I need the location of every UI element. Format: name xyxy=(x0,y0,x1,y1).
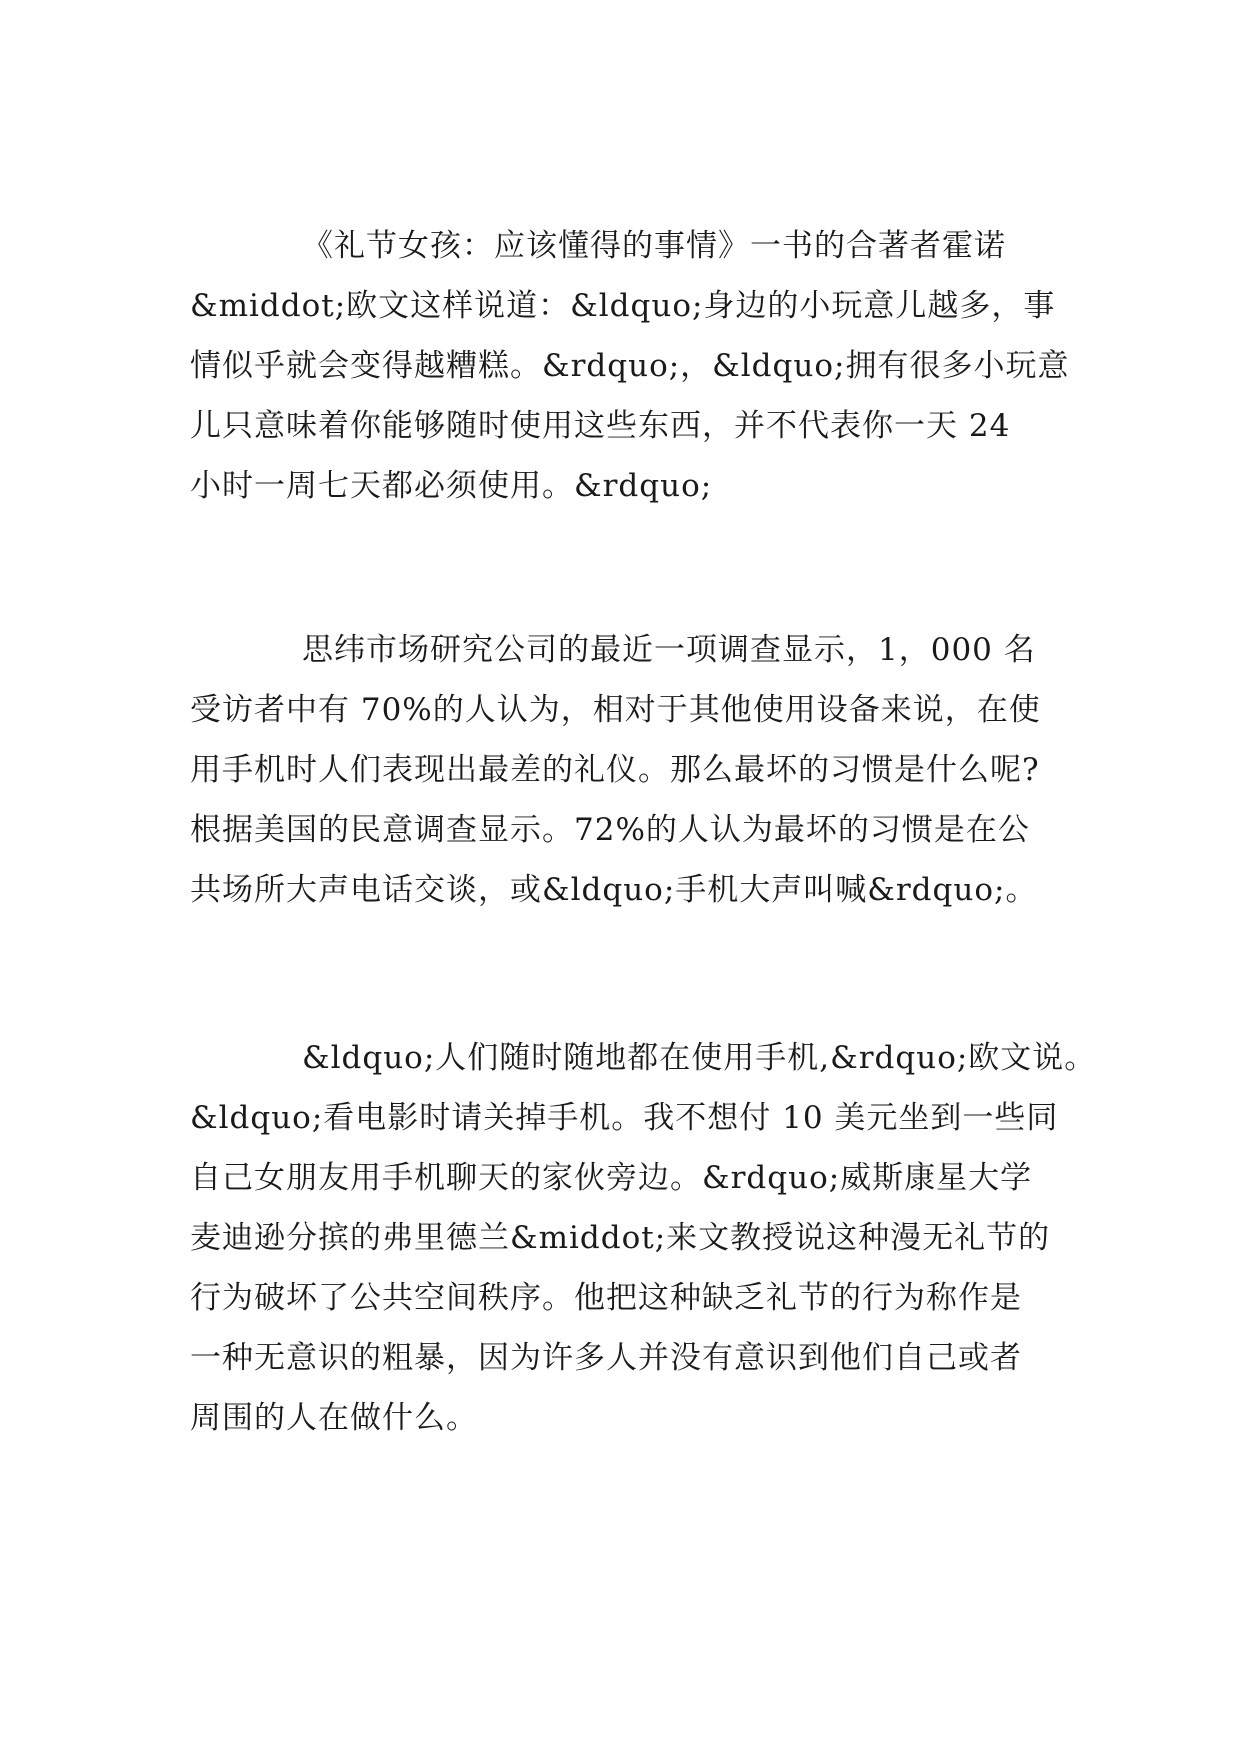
paragraph-line: 思纬市场研究公司的最近一项调查显示，1，000 名 xyxy=(302,632,1036,668)
paragraph-line: 用手机时人们表现出最差的礼仪。那么最坏的习惯是什么呢? xyxy=(190,752,1040,788)
paragraph-line: 共场所大声电话交谈，或&ldquo;手机大声叫喊&rdquo;。 xyxy=(190,872,1038,908)
paragraph-line: &ldquo;人们随时随地都在使用手机,&rdquo;欧文说。 xyxy=(302,1040,1097,1076)
paragraph-line: &ldquo;看电影时请关掉手机。我不想付 10 美元坐到一些同 xyxy=(190,1100,1059,1136)
paragraph-line: 根据美国的民意调查显示。72%的人认为最坏的习惯是在公 xyxy=(190,812,1030,848)
paragraph-line: 自己女朋友用手机聊天的家伙旁边。&rdquo;威斯康星大学 xyxy=(190,1160,1033,1196)
paragraph-line: 小时一周七天都必须使用。&rdquo; xyxy=(190,468,713,504)
paragraph-line: 一种无意识的粗暴，因为许多人并没有意识到他们自己或者 xyxy=(190,1340,1022,1376)
paragraph-2 xyxy=(190,620,1070,920)
paragraph-line: 周围的人在做什么。 xyxy=(190,1400,478,1436)
paragraph-line: 麦迪逊分摈的弗里德兰&middot;来文教授说这种漫无礼节的 xyxy=(190,1220,1051,1256)
paragraph-line: 情似乎就会变得越糟糕。&rdquo;，&ldquo;拥有很多小玩意 xyxy=(190,348,1070,384)
paragraph-3 xyxy=(190,1028,1097,1448)
paragraph-1 xyxy=(190,216,1070,516)
paragraph-line: 行为破坏了公共空间秩序。他把这种缺乏礼节的行为称作是 xyxy=(190,1280,1022,1316)
paragraph-line: 儿只意味着你能够随时使用这些东西，并不代表你一天 24 xyxy=(190,408,1011,444)
paragraph-line: 受访者中有 70%的人认为，相对于其他使用设备来说，在使 xyxy=(190,692,1041,728)
paragraph-line: &middot;欧文这样说道：&ldquo;身边的小玩意儿越多，事 xyxy=(190,288,1056,324)
paragraph-line: 《礼节女孩：应该懂得的事情》一书的合著者霍诺 xyxy=(302,228,1006,264)
